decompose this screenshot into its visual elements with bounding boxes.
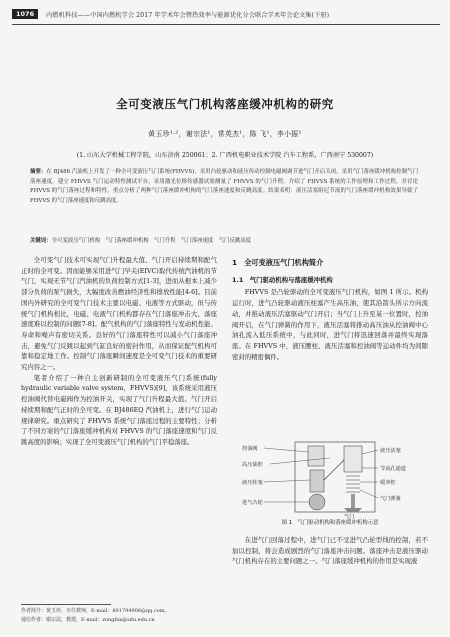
label-plunger: 液压柱塞 (242, 480, 263, 486)
page-number: 1076 (12, 9, 38, 19)
hydraulic-piston-shape (344, 446, 362, 472)
footnote-rule (21, 604, 111, 605)
figure-1-diagram (240, 440, 430, 520)
running-head-text: 内燃机科技——中国内燃机学会 2017 年学术年会暨热效率与能源优化分会联合学术年会论文集(下册) (46, 11, 330, 19)
section-heading: 1 全可变液压气门机构简介 (232, 258, 324, 267)
header-rule (12, 24, 440, 25)
footnote-author-info: 作者简介：黄玉珍，专任教师，E-mail：891794908@qq.com。 (21, 608, 170, 614)
abstract (30, 168, 418, 206)
label-hydraulic-piston: 液压活塞 (380, 448, 401, 454)
paper-authors: 黄玉珍¹·²，谢宗法¹，常英杰¹，陈 飞¹，李小振¹ (148, 130, 302, 138)
footnote (21, 607, 221, 625)
right-column-continued (232, 535, 428, 567)
paper-affiliation: (1. 山东大学机械工程学院，山东济南 250061；2. 广西机电职业技术学院 汽车工程系，广西南宁 530007) (76, 152, 374, 159)
abstract-text: 在 BJ486 汽油机上开发了一种全可变液压气门系统(FHVVS)，采用凸轮驱动和液压传动控制电磁阀调节进气门开启关闭，采用气门落座缓冲机构控制气门落座速度。建立 FHVVS 气门运动特性测试平台，采用激光位移传感器试验测量了 FHVVS 的气门升程。介绍了 FHVVS 系统的工作原理和工作过程，并讨论 FHVVS 的气门落座过程和特性，重点分析了两种气门落座缓冲机构的气门落座速度和反跳高度。结果表明：液压活塞阻尼节流的气门落座缓冲机构效果导致了 FHVVS 的气门落座速度和反跳高度。 (30, 169, 418, 204)
footnote-corresponding: 通信作者：谢宗法，教授，E-mail：zongfax@sdu.edu.cn (21, 617, 155, 623)
diagram-frame (295, 442, 375, 512)
figure-caption: 图 1 气门驱动机构和落座缓冲机构示意 (281, 520, 379, 526)
abstract-label: 摘要： (30, 169, 47, 175)
cam-shape (309, 494, 325, 510)
running-head (12, 7, 440, 21)
subsection-heading: 1.1 气门驱动机构与落座缓冲机构 (232, 275, 333, 284)
label-high-pressure-chamber: 高压油腔 (242, 462, 263, 468)
label-valve-spring: 气门弹簧 (380, 496, 401, 502)
paper-title: 全可变液压气门机构落座缓冲机构的研究 (116, 97, 334, 111)
keywords (30, 237, 418, 246)
body-paragraph: 在进气门回落过程中，进气门已不受进气凸轮型线的控制，若不加以控制，将会造成剧烈的气门落座冲击问题。落座冲击是液压驱动气门机构存在的主要问题之一。气门落座缓冲机构的作用是实现液 (232, 536, 428, 566)
control-valve-shape (308, 446, 324, 466)
plunger-shape (310, 470, 324, 492)
keywords-label: 关键词： (30, 238, 52, 244)
right-column (232, 255, 428, 362)
label-control-valve: 控油阀 (242, 446, 258, 452)
label-intake-cam: 进气凸轮 (242, 500, 263, 506)
valve-stem-shape (351, 494, 355, 508)
keywords-text: 全可变液压气门机构 气门落座缓冲机构 气门升程 气门落座速度 气门反跳高度 (51, 238, 252, 244)
label-buffer-chamber: 缓冲腔 (380, 480, 396, 486)
valve-spring-shape (346, 476, 360, 492)
body-paragraph: 笔者介绍了一种自主创新研制的全可变液压气门系统(fully hydraulic variable valve system，FHVVS)[9]，该系统采用液压控油阀代替电磁阀作为控油开关，实现了气门升程最大值、气门开启持续期和配气正时的全可变。在 BJ486EQ 汽油机上，进行气门运动规律研究。重点研究了 FHVVS 系统气门落座过程的主要特性；分析了不同方案的气门落座缓冲机构对 FHVVS 的气门落座速度和气门反跳高度的影响；实现了全可变液压气门机构的气门平稳落座。 (21, 373, 217, 446)
left-column (21, 255, 217, 448)
label-throttle-passage: 节流孔通道 (380, 466, 406, 472)
label-valve: 气门 (344, 514, 355, 520)
body-paragraph: 全可变气门技术可实现气门升程最大值、气门开启持续期和配气正时的全可变。因而能够采用进气门早关(EIVC)取代传统汽油机的节气门，实现无节气门汽油机的负荷控制方式[1-3]，进而从根本上减少部分负荷的泵气损失，大幅度改善燃油经济性和排放性能[4-6]。目前国内外研究的全可变气门技术主要以电磁、电液等方式驱动，但与传统气门机构相比，电磁、电液气门机构都存在气门落座冲击大、落座速度难以控制的问题[7-8]。配气机构的气门落座特性与发动机性能、寿命和噪声有密切关系。良好的气门落座特性可以减小气门落座冲击，避免气门反跳以起到气缸良好的密封作用，从而保证配气机构可靠和稳定地工作。控制气门落座瞬间速度是全可变气门技术的重要研究内容之一。 (21, 256, 217, 372)
oil-passage-line (324, 460, 344, 480)
body-paragraph: FHVVS 是凸轮驱动的全可变液压气门机构，如图 1 所示。机构运行时，进气凸轮驱动液压柱塞产生高压油，使其沿箭头所示方向流动，并推动液压活塞驱动气门开启；当气门上升至某一位置时，控油阀开启，在气门弹簧的作用下，液压活塞将推动高压油从控油阀中心油孔流入低压系统中，与此同时，进气门将迅速回落并最终实现落座。在 FHVVS 中，液压腰柱、液压活塞和控油阀等运动件均为间隙密封的精密偶件。 (232, 288, 428, 361)
valve-head-shape (344, 508, 362, 512)
